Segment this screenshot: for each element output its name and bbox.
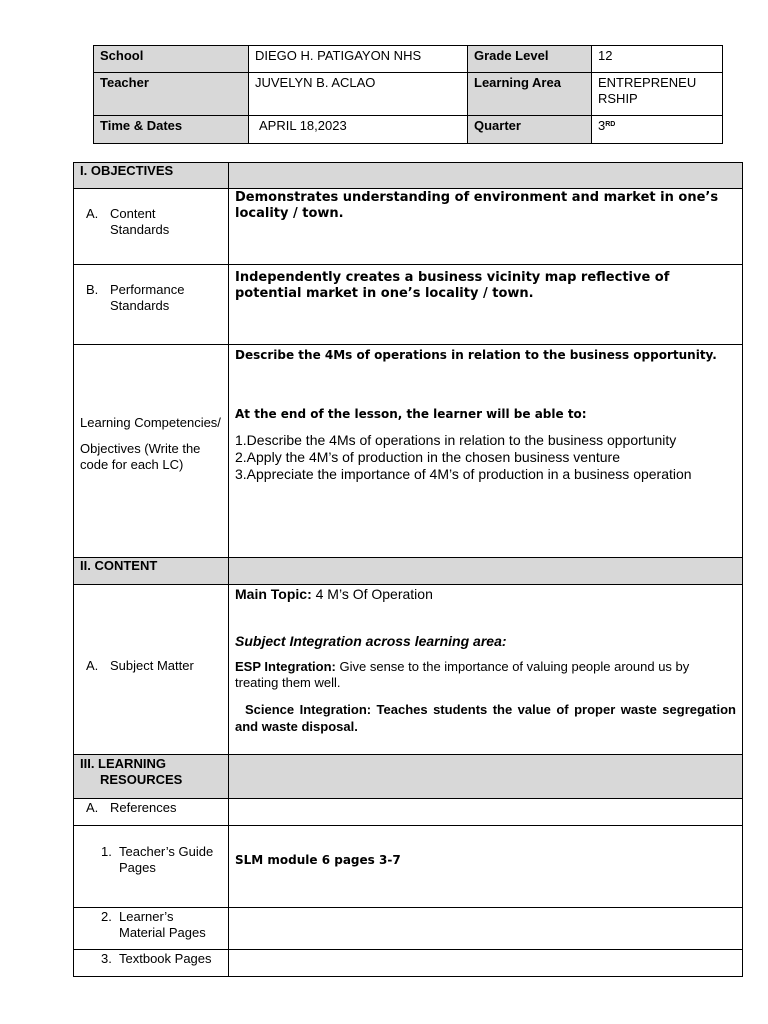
learning-competencies-label-line1: Learning Competencies/ — [80, 415, 221, 430]
references-label — [74, 799, 229, 826]
esp-integration-label: ESP Integration: — [235, 659, 336, 674]
learning-competency-statement: Describe the 4Ms of operations in relation to the business opportunity. — [235, 348, 717, 362]
learning-objective-item: 1.Describe the 4Ms of operations in relation to the business opportunity — [235, 432, 677, 448]
learning-objectives-list — [229, 432, 742, 483]
grade-level-value: 12 — [592, 46, 723, 73]
main-topic-value: 4 M’s Of Operation — [311, 586, 433, 602]
resources-header-fill — [229, 755, 743, 799]
references-num: A. — [86, 800, 99, 815]
performance-standards-text: Independently creates a business vicinity map reflective of potential market in one’s locality / town. — [229, 265, 743, 345]
learners-material-label — [74, 908, 229, 950]
content-standards-label-line1: Content — [110, 205, 156, 221]
subject-matter-content — [229, 585, 743, 755]
resources-header-row — [74, 755, 743, 799]
learning-area-value — [592, 73, 723, 116]
performance-standards-label-line1: Performance — [110, 282, 185, 297]
lesson-plan-table — [73, 162, 743, 977]
school-value: DIEGO H. PATIGAYON NHS — [249, 46, 468, 73]
quarter-value — [592, 116, 723, 144]
performance-standards-row — [74, 265, 743, 345]
learning-competencies-content — [229, 345, 743, 558]
learners-material-label-line1: Learner’s — [119, 909, 174, 924]
content-standards-text: Demonstrates understanding of environment and market in one’s locality / town. — [229, 189, 743, 265]
main-topic — [235, 586, 736, 603]
performance-standards-num: B. — [86, 282, 99, 297]
teacher-label: Teacher — [94, 73, 249, 116]
learners-material-label-line2: Material Pages — [119, 925, 206, 940]
resources-title-line1: III. LEARNING — [80, 756, 166, 771]
learning-objectives-intro: At the end of the lesson, the learner will be able to: — [235, 407, 587, 421]
resources-title — [74, 755, 229, 799]
learning-competencies-label — [74, 345, 229, 558]
esp-integration — [235, 659, 736, 691]
teachers-guide-pages: SLM module 6 pages 3-7 — [235, 853, 401, 867]
time-dates-value: APRIL 18,2023 — [249, 116, 468, 144]
textbook-row — [74, 950, 743, 977]
content-standards-num: A. — [86, 205, 99, 221]
objectives-header-row — [74, 163, 743, 189]
learning-objective-item: 3.Appreciate the importance of 4M’s of production in a business operation — [235, 466, 692, 482]
content-standards-row — [74, 189, 743, 265]
teachers-guide-num: 1. — [101, 844, 112, 859]
subject-matter-label-text: Subject Matter — [110, 657, 194, 673]
content-standards-label-line2: Standards — [110, 221, 170, 237]
performance-standards-label-line2: Standards — [110, 298, 170, 313]
performance-standards-label — [74, 265, 229, 345]
school-label: School — [94, 46, 249, 73]
content-standards-label — [74, 189, 229, 265]
learners-material-num: 2. — [101, 909, 112, 924]
resources-title-line2: RESOURCES — [100, 772, 183, 787]
learning-area-value-line2: RSHIP — [598, 91, 638, 106]
textbook-num: 3. — [101, 951, 112, 966]
teachers-guide-value — [229, 826, 743, 908]
teachers-guide-label-line2: Pages — [119, 860, 156, 875]
learning-objective-item: 2.Apply the 4M’s of production in the chosen business venture — [235, 449, 620, 465]
subject-matter-num: A. — [86, 657, 99, 673]
content-title: II. CONTENT — [74, 558, 229, 585]
objectives-header-fill — [229, 163, 743, 189]
learners-material-value — [229, 908, 743, 950]
textbook-label — [74, 950, 229, 977]
subject-integration-heading: Subject Integration across learning area: — [235, 633, 507, 649]
main-topic-label: Main Topic: — [235, 586, 312, 602]
esp-integration-text: Give sense to the importance of valuing people around us by treating them well. — [235, 659, 690, 690]
header-table — [93, 45, 723, 144]
learners-material-row — [74, 908, 743, 950]
teacher-value: JUVELYN B. ACLAO — [249, 73, 468, 116]
references-row — [74, 799, 743, 826]
references-label-text: References — [110, 800, 177, 815]
learning-competencies-row — [74, 345, 743, 558]
content-header-row — [74, 558, 743, 585]
quarter-label: Quarter — [468, 116, 592, 144]
objectives-title: I. OBJECTIVES — [74, 163, 229, 189]
subject-matter-row — [74, 585, 743, 755]
textbook-label-text: Textbook Pages — [119, 951, 212, 966]
learning-area-value-line1: ENTREPRENEU — [598, 75, 697, 90]
teachers-guide-label — [74, 826, 229, 908]
time-dates-label: Time & Dates — [94, 116, 249, 144]
references-value — [229, 799, 743, 826]
quarter-number: 3 — [598, 118, 606, 133]
learning-area-label: Learning Area — [468, 73, 592, 116]
grade-level-label: Grade Level — [468, 46, 592, 73]
learning-competencies-label-line2: Objectives (Write the code for each LC) — [80, 441, 201, 472]
subject-matter-label — [74, 585, 229, 755]
teachers-guide-row — [74, 826, 743, 908]
textbook-value — [229, 950, 743, 977]
content-header-fill — [229, 558, 743, 585]
teachers-guide-label-line1: Teacher’s Guide — [119, 844, 214, 859]
quarter-suffix: RD — [605, 121, 616, 128]
science-integration: Science Integration: Teaches students the value of proper waste segregation and waste disposal. — [235, 702, 736, 734]
